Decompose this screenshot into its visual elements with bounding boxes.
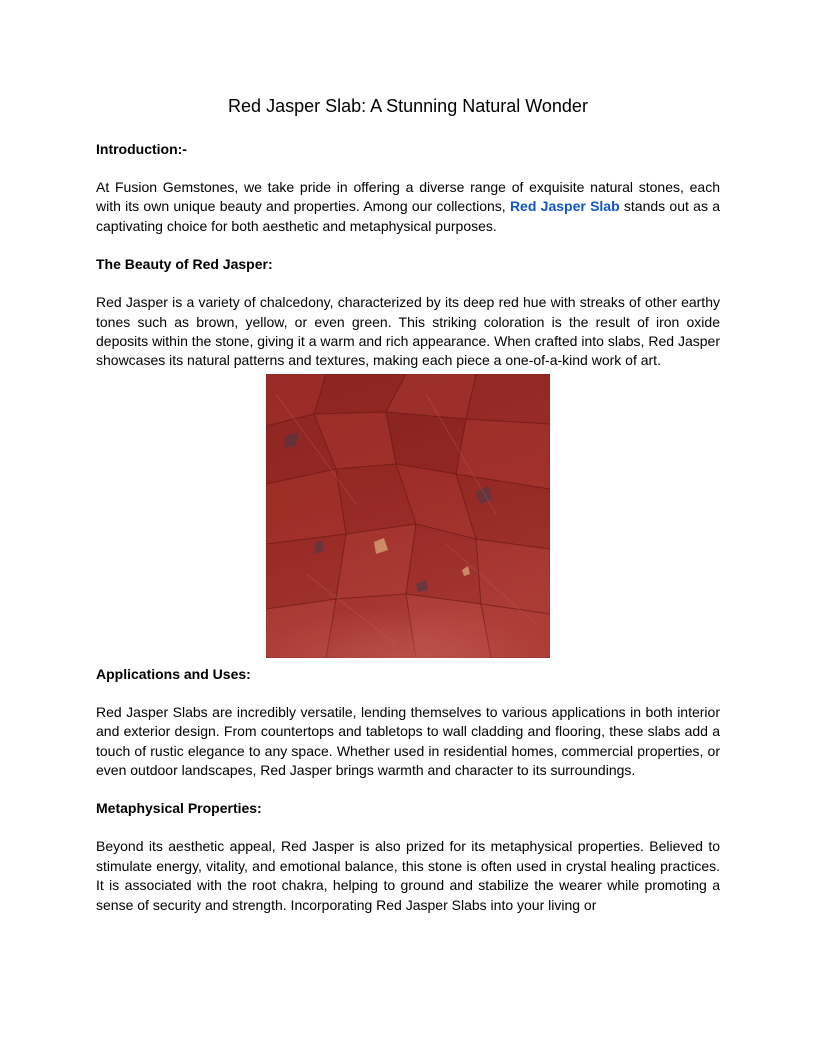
document-page <box>96 94 720 915</box>
metaphysical-paragraph: Beyond its aesthetic appeal, Red Jasper is also prized for its metaphysical properties. Believed to stimulate energy, vitality, and emotional balance, this stone is often used in crystal healing practices. It is associated with the root chakra, helping to ground and stabilize the wearer while promoting a sense of security and strength. Incorporating Red Jasper Slabs into your living or <box>96 838 720 913</box>
red-jasper-slab-link[interactable]: Red Jasper Slab <box>509 198 620 215</box>
metaphysical-heading: Metaphysical Properties: <box>96 800 262 817</box>
page-title: Red Jasper Slab: A Stunning Natural Wonder <box>228 96 588 116</box>
applications-paragraph: Red Jasper Slabs are incredibly versatile, lending themselves to various applications in both interior and exterior design. From countertops and tabletops to wall cladding and flooring, these slabs add a touch of rustic elegance to any space. Whether used in residential homes, commercial properties, or even outdoor landscapes, Red Jasper brings warmth and character to its surroundings. <box>96 703 720 779</box>
red-jasper-slab-image <box>266 374 550 658</box>
beauty-heading: The Beauty of Red Jasper: <box>96 256 273 273</box>
beauty-paragraph: Red Jasper is a variety of chalcedony, characterized by its deep red hue with streaks of other earthy tones such as brown, yellow, or even green. This striking coloration is the result of iron oxide deposits within the stone, giving it a warm and rich appearance. When crafted into slabs, Red Jasper showcases its natural patterns and textures, making each piece a one-of-a-kind work of art. <box>96 294 720 369</box>
applications-heading: Applications and Uses: <box>96 665 251 682</box>
introduction-paragraph <box>96 178 720 236</box>
introduction-heading: Introduction:- <box>96 141 187 157</box>
introduction-text-start: At Fusion Gemstones, we take pride in offering a diverse range of exquisite natural stones, each with its own unique beauty and properties. Among our collections, <box>96 179 720 215</box>
introduction-text-end: stands out as a captivating choice for both aesthetic and metaphysical purposes. <box>96 198 721 234</box>
